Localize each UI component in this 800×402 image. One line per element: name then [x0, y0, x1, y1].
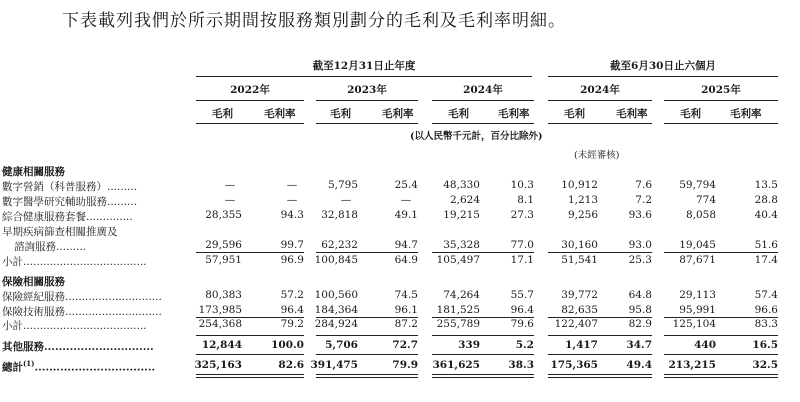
- table-cell: 105,497: [436, 254, 480, 266]
- table-cell: 29,113: [679, 289, 716, 301]
- table-cell: —: [400, 194, 412, 206]
- subtotal-rule: [432, 317, 534, 318]
- total-double-rule: [432, 374, 534, 378]
- table-cell: 254,368: [198, 318, 242, 330]
- subtotal-rule: [316, 252, 418, 253]
- table-cell: —: [224, 194, 236, 206]
- table-cell: 59,794: [679, 179, 716, 191]
- total-double-rule: [316, 374, 418, 378]
- year-2024-rule: [432, 100, 534, 101]
- table-cell: 79.9: [392, 359, 418, 371]
- table-cell: 55.7: [510, 289, 534, 301]
- table-cell: 96.6: [754, 304, 778, 316]
- table-cell: 57,951: [205, 254, 242, 266]
- table-cell: 19,215: [443, 209, 480, 221]
- subtotal-rule: [664, 317, 778, 318]
- table-cell: 100.0: [271, 339, 304, 351]
- col-gp-2023: 毛利: [330, 108, 351, 120]
- year-2022-rule: [196, 100, 304, 101]
- other-rule: [316, 335, 418, 336]
- table-cell: 12,844: [201, 339, 242, 351]
- table-cell: 96.9: [280, 254, 304, 266]
- table-cell: 391,475: [310, 359, 358, 371]
- group-header-year: 截至12月31日止年度: [312, 60, 416, 72]
- total-top-rule: [664, 354, 778, 355]
- subtotal-rule: [432, 252, 534, 253]
- table-cell: 40.4: [754, 209, 778, 221]
- col-margin-2024: 毛利率: [498, 108, 530, 120]
- table-cell: 39,772: [561, 289, 598, 301]
- col-gp-h2025: 毛利: [680, 108, 701, 120]
- table-cell: —: [340, 194, 352, 206]
- col-margin-h2024: 毛利率: [616, 108, 648, 120]
- subtotal-rule: [548, 317, 652, 318]
- table-cell: 25.4: [394, 179, 418, 191]
- total-double-rule: [196, 374, 304, 378]
- table-cell: 95.8: [628, 304, 652, 316]
- table-cell: 77.0: [510, 239, 534, 251]
- table-cell: 82.9: [628, 318, 652, 330]
- subtotal-rule: [548, 252, 652, 253]
- year-2022: 2022年: [230, 84, 270, 96]
- table-cell: 79.2: [280, 318, 304, 330]
- hdr-rule-1: [196, 123, 304, 124]
- total-leader-dots: .................................: [34, 361, 156, 374]
- col-margin-2022: 毛利率: [264, 108, 296, 120]
- table-cell: 8,058: [685, 209, 716, 221]
- total-top-rule: [432, 354, 534, 355]
- table-cell: 1,213: [567, 194, 598, 206]
- table-cell: 99.7: [280, 239, 304, 251]
- table-cell: 25.3: [628, 254, 652, 266]
- table-cell: 440: [694, 339, 716, 351]
- table-cell: 93.0: [628, 239, 652, 251]
- other-rule: [548, 335, 652, 336]
- table-cell: 28,355: [205, 209, 242, 221]
- hdr-rule-2: [316, 123, 418, 124]
- section-title-health: 健康相關服務: [2, 166, 65, 178]
- half-2025: 2025年: [701, 84, 741, 96]
- col-margin-h2025: 毛利率: [730, 108, 762, 120]
- table-cell: 48,330: [443, 179, 480, 191]
- year-2023-rule: [316, 100, 418, 101]
- col-gp-h2024: 毛利: [564, 108, 585, 120]
- table-cell: 51.6: [754, 239, 778, 251]
- table-cell: 30,160: [561, 239, 598, 251]
- year-2024: 2024年: [463, 84, 503, 96]
- table-cell: 35,328: [443, 239, 480, 251]
- table-cell: 5.2: [515, 339, 534, 351]
- table-cell: 74,264: [443, 289, 480, 301]
- table-cell: 100,560: [314, 289, 358, 301]
- table-cell: 49.1: [394, 209, 418, 221]
- table-cell: 5,706: [325, 339, 358, 351]
- hdr-rule-4: [548, 123, 652, 124]
- col-gp-2022: 毛利: [212, 108, 233, 120]
- group-header-year-rule: [196, 76, 532, 77]
- table-cell: 8.1: [517, 194, 534, 206]
- table-cell: 100,845: [314, 254, 358, 266]
- table-cell: 96.1: [394, 304, 418, 316]
- table-cell: 2,624: [449, 194, 480, 206]
- col-gp-2024: 毛利: [448, 108, 469, 120]
- table-cell: 213,215: [668, 359, 716, 371]
- table-cell: 10.3: [510, 179, 534, 191]
- row-label: 數字醫學研究輔助服務.........: [2, 196, 138, 208]
- table-cell: 7.6: [635, 179, 652, 191]
- intro-text: 下表載列我們於所示期間按服務類別劃分的毛利及毛利率明細。: [62, 11, 566, 31]
- total-top-rule: [196, 354, 304, 355]
- row-label-subtotal: 小計.....................................: [2, 256, 147, 268]
- table-cell: 95,991: [679, 304, 716, 316]
- table-cell: 94.3: [280, 209, 304, 221]
- row-label: 保險技術服務.............................: [2, 306, 162, 318]
- row-label-other: 其他服務..............................: [2, 341, 154, 353]
- table-cell: 17.4: [754, 254, 778, 266]
- table-cell: 175,365: [550, 359, 598, 371]
- table-cell: 361,625: [432, 359, 480, 371]
- table-cell: 64.9: [394, 254, 418, 266]
- table-cell: 19,045: [679, 239, 716, 251]
- table-cell: 82.6: [278, 359, 304, 371]
- table-cell: —: [224, 179, 236, 191]
- half-2024: 2024年: [580, 84, 620, 96]
- table-cell: 1,417: [565, 339, 598, 351]
- other-rule: [432, 335, 534, 336]
- total-top-rule: [548, 354, 652, 355]
- table-cell: 27.3: [510, 209, 534, 221]
- table-cell: 32,818: [321, 209, 358, 221]
- table-cell: —: [286, 179, 298, 191]
- table-cell: 13.5: [754, 179, 778, 191]
- table-cell: 28.8: [754, 194, 778, 206]
- col-margin-2023: 毛利率: [382, 108, 414, 120]
- table-cell: 74.5: [394, 289, 418, 301]
- half-2025-rule: [664, 100, 778, 101]
- table-cell: 72.7: [392, 339, 418, 351]
- table-cell: 9,256: [567, 209, 598, 221]
- table-cell: 80,383: [205, 289, 242, 301]
- hdr-rule-5: [664, 123, 778, 124]
- table-cell: 49.4: [626, 359, 652, 371]
- half-2024-rule: [548, 100, 652, 101]
- subtotal-rule: [196, 317, 304, 318]
- row-label-total: [2, 359, 155, 375]
- table-cell: 34.7: [626, 339, 652, 351]
- table-cell: 62,232: [321, 239, 358, 251]
- table-cell: 173,985: [198, 304, 242, 316]
- table-cell: 82,635: [561, 304, 598, 316]
- table-cell: 93.6: [628, 209, 652, 221]
- table-cell: 87,671: [679, 254, 716, 266]
- row-label: 綜合健康服務套餐..............: [2, 211, 133, 223]
- table-cell: 10,912: [561, 179, 598, 191]
- group-header-half: 截至6月30日止六個月: [610, 60, 716, 72]
- table-cell: 339: [458, 339, 480, 351]
- table-cell: 64.8: [628, 289, 652, 301]
- table-cell: 51,541: [561, 254, 598, 266]
- year-2023: 2023年: [347, 84, 387, 96]
- table-cell: 184,364: [314, 304, 358, 316]
- table-cell: 96.4: [510, 304, 534, 316]
- group-header-half-rule: [548, 76, 778, 77]
- subtotal-rule: [664, 252, 778, 253]
- table-cell: 325,163: [194, 359, 242, 371]
- row-label-cont: 諮詢服務.........: [14, 241, 87, 253]
- total-label: 總計: [2, 361, 23, 374]
- other-rule: [196, 335, 304, 336]
- table-cell: 774: [695, 194, 716, 206]
- table-cell: 125,104: [672, 318, 716, 330]
- row-label: 數字營銷（科普服務）.........: [2, 181, 138, 193]
- table-cell: 96.4: [280, 304, 304, 316]
- table-cell: 17.1: [510, 254, 534, 266]
- table-cell: 32.5: [752, 359, 778, 371]
- section-title-insurance: 保險相關服務: [2, 276, 65, 288]
- total-double-rule: [664, 374, 778, 378]
- table-cell: 38.3: [508, 359, 534, 371]
- table-cell: 255,789: [436, 318, 480, 330]
- table-cell: 94.7: [394, 239, 418, 251]
- table-cell: 79.6: [510, 318, 534, 330]
- unit-note: (以人民幣千元計，百分比除外): [410, 131, 543, 142]
- table-cell: 181,525: [436, 304, 480, 316]
- table-cell: 122,407: [554, 318, 598, 330]
- table-cell: 57.4: [754, 289, 778, 301]
- total-double-rule: [548, 374, 652, 378]
- subtotal-rule: [316, 317, 418, 318]
- table-cell: 5,795: [327, 179, 358, 191]
- other-rule: [664, 335, 778, 336]
- table-cell: 57.2: [280, 289, 304, 301]
- total-footnote-mark: (1): [23, 359, 35, 368]
- table-cell: 87.2: [394, 318, 418, 330]
- table-cell: 29,596: [205, 239, 242, 251]
- row-label: 早期疾病篩查相關推廣及: [2, 226, 118, 238]
- unaudited-note: (未經審核): [574, 150, 620, 161]
- subtotal-rule: [196, 252, 304, 253]
- table-cell: 7.2: [635, 194, 652, 206]
- total-top-rule: [316, 354, 418, 355]
- table-cell: 83.3: [754, 318, 778, 330]
- table-cell: —: [286, 194, 298, 206]
- row-label: 保險經紀服務.............................: [2, 291, 162, 303]
- row-label-subtotal: 小計.....................................: [2, 320, 147, 332]
- table-cell: 16.5: [752, 339, 778, 351]
- hdr-rule-3: [432, 123, 534, 124]
- table-cell: 284,924: [314, 318, 358, 330]
